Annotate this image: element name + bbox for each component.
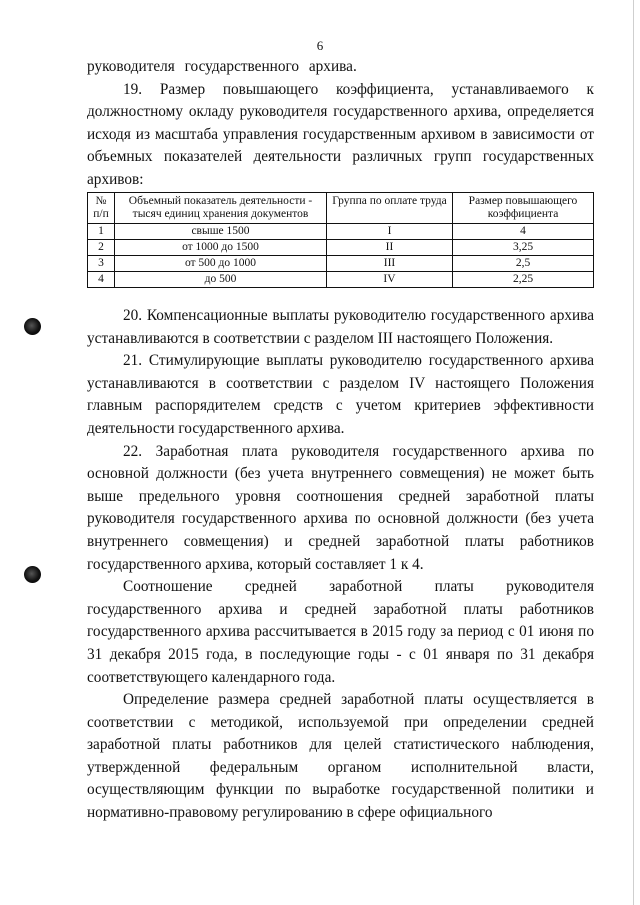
cell-volume: от 1000 до 1500 bbox=[115, 240, 327, 256]
table-header-row bbox=[88, 193, 594, 224]
cell-group: II bbox=[327, 240, 453, 256]
cell-volume: от 500 до 1000 bbox=[115, 256, 327, 272]
cell-group: III bbox=[327, 256, 453, 272]
paragraph-method: Определение размера средней заработной платы осуществляется в соответствии с методикой, используемой при определении средней заработной платы работников для целей статистического наблюдения, утвержденной федеральным органом исполнительной власти, осуществляющим функции по выработке государственной политики и нормативно-правовому регулированию в сфере официального bbox=[87, 691, 594, 822]
cell-volume: до 500 bbox=[115, 272, 327, 288]
cell-group: IV bbox=[327, 272, 453, 288]
cell-coefficient: 2,25 bbox=[453, 272, 594, 288]
document-text-lower bbox=[87, 305, 594, 825]
paragraph-ratio: Соотношение средней заработной платы руководителя государственного архива и средней заработной платы работников государственного архива рассчитывается в 2015 году за период с 01 июня по 31 декабря 2015 года, в последующие годы - с 01 января по 31 декабря соответствующего календарного года. bbox=[87, 578, 594, 686]
table-row bbox=[88, 256, 594, 272]
paragraph-19: 19. Размер повышающего коэффициента, устанавливаемого к должностному окладу руководителя государственного архива, определяется исходя из масштаба управления государственным архивом в зависимости от объемных показателей деятельности различных групп государственных архивов: bbox=[87, 80, 594, 188]
coefficient-table-container bbox=[87, 192, 594, 288]
document-text-upper bbox=[87, 56, 594, 192]
punch-hole-mark bbox=[24, 318, 41, 335]
header-volume-indicator: Объемный показатель деятельности - тысяч единиц хранения документов bbox=[115, 193, 327, 224]
cell-number: 4 bbox=[88, 272, 115, 288]
cell-volume: свыше 1500 bbox=[115, 224, 327, 240]
page-edge bbox=[633, 0, 634, 905]
cell-coefficient: 2,5 bbox=[453, 256, 594, 272]
cell-number: 1 bbox=[88, 224, 115, 240]
cell-coefficient: 3,25 bbox=[453, 240, 594, 256]
page-number: 6 bbox=[316, 38, 324, 53]
table-row bbox=[88, 272, 594, 288]
coefficient-table bbox=[87, 192, 594, 288]
header-coefficient: Размер повышающего коэффициента bbox=[453, 193, 594, 224]
cell-number: 3 bbox=[88, 256, 115, 272]
paragraph-22: 22. Заработная плата руководителя государственного архива по основной должности (без учета внутреннего совмещения) не может быть выше предельного уровня соотношения средней заработной платы руководителя государственного архива по основной должности (без учета внутреннего совмещения) и средней заработной платы работников государственного архива, который составляет 1 к 4. bbox=[87, 442, 594, 573]
table-row bbox=[88, 240, 594, 256]
paragraph-continuation: руководителя государственного архива. bbox=[87, 58, 357, 75]
paragraph-21: 21. Стимулирующие выплаты руководителю государственного архива устанавливаются в соответствии с разделом IV настоящего Положения главным распорядителем средств с учетом критериев эффективности деятельности государственного архива. bbox=[87, 352, 594, 437]
cell-group: I bbox=[327, 224, 453, 240]
header-pay-group: Группа по оплате труда bbox=[327, 193, 453, 224]
table-row bbox=[88, 224, 594, 240]
punch-hole-mark bbox=[24, 566, 41, 583]
cell-number: 2 bbox=[88, 240, 115, 256]
cell-coefficient: 4 bbox=[453, 224, 594, 240]
header-number: № п/п bbox=[88, 193, 115, 224]
paragraph-20: 20. Компенсационные выплаты руководителю государственного архива устанавливаются в соответствии с разделом III настоящего Положения. bbox=[87, 307, 594, 347]
